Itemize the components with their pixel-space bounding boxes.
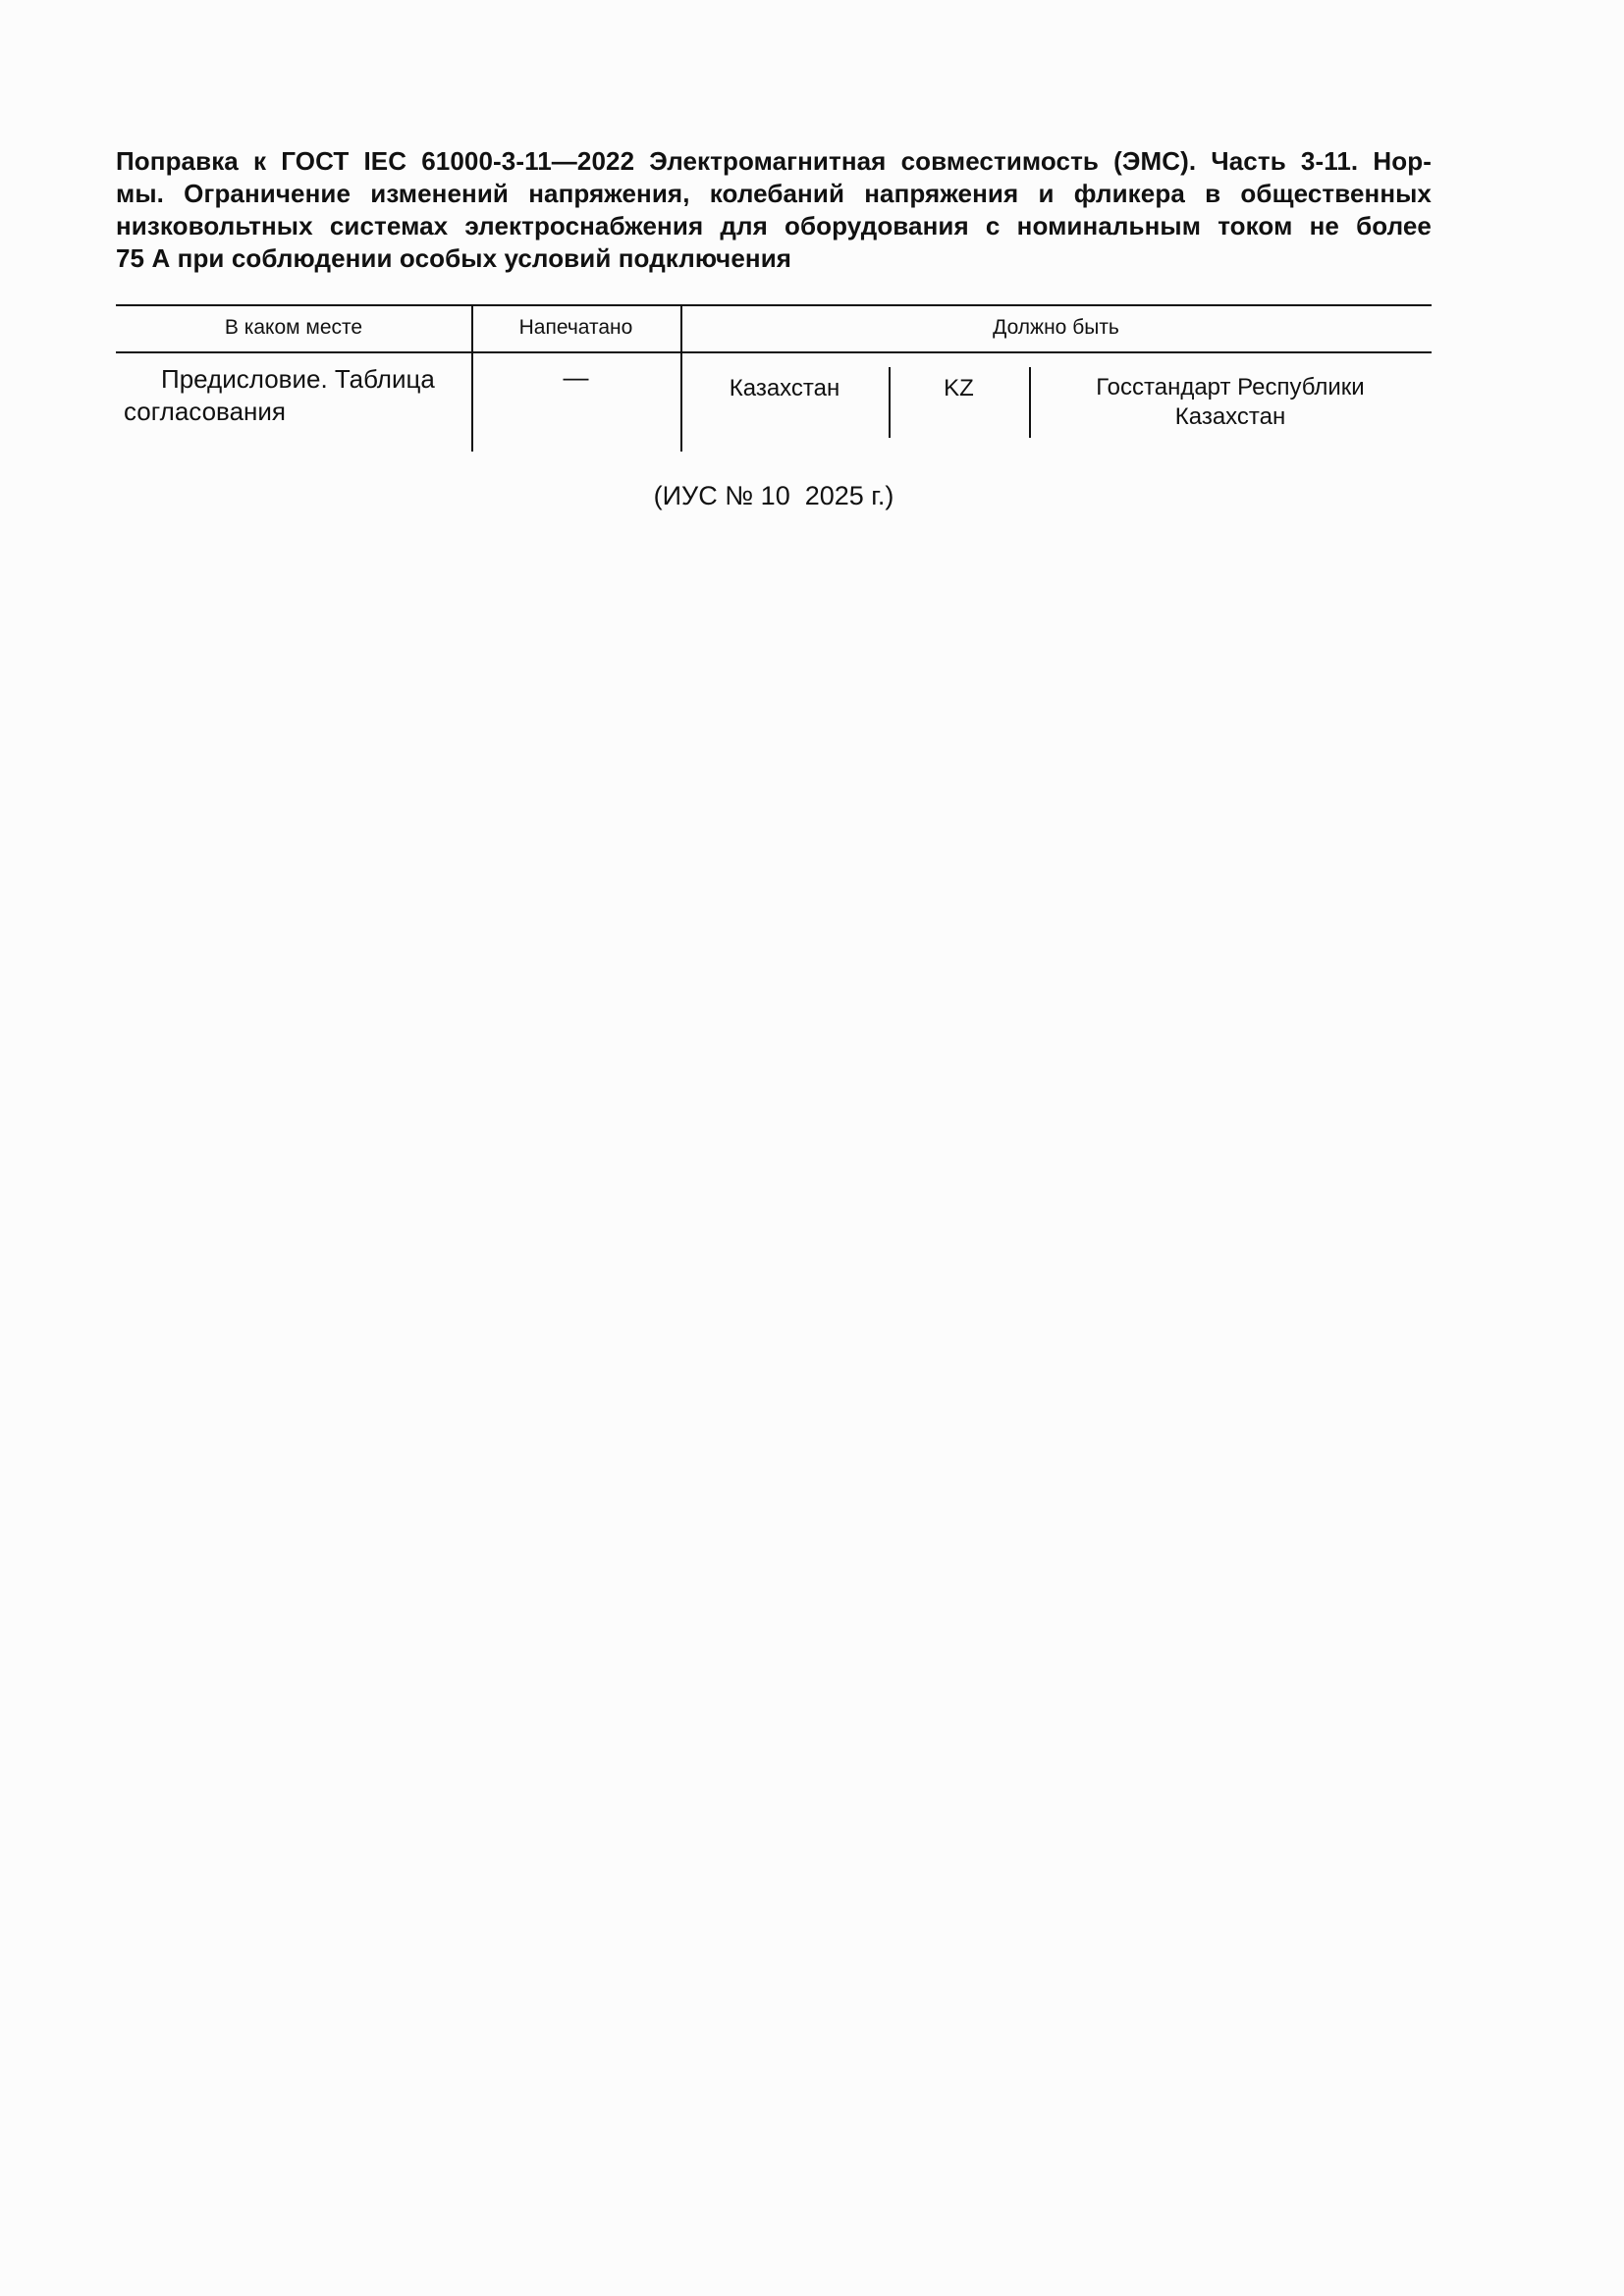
cell-agency-line-2: Казахстан <box>1174 403 1286 430</box>
cell-country: Казахстан <box>729 375 840 401</box>
cell-agency <box>1029 373 1432 432</box>
amendment-table <box>116 304 1432 452</box>
title-line-4: 75 А при соблюдении особых условий подключения <box>116 243 792 273</box>
cell-where <box>124 363 467 428</box>
title-line-2: мы. Ограничение изменений напряжения, колебаний напряжения и фликера в общественных <box>116 179 1432 208</box>
cell-where-line-2: согласования <box>124 397 286 426</box>
cell-code: KZ <box>944 375 974 401</box>
table-header-rule <box>116 351 1432 353</box>
cell-where-line-1: Предисловие. Таблица <box>161 364 435 394</box>
cell-agency-line-1: Госстандарт Республики <box>1096 374 1365 400</box>
cell-printed: — <box>563 362 589 392</box>
header-should-be: Должно быть <box>993 316 1119 339</box>
title-line-3: низковольтных системах электроснабжения для оборудования с номинальным током не более <box>116 211 1432 240</box>
header-where: В каком месте <box>224 316 363 339</box>
publication-reference: (ИУС № 10 2025 г.) <box>653 481 894 510</box>
table-top-rule <box>116 304 1432 306</box>
amendment-title <box>116 145 1432 275</box>
header-printed: Напечатано <box>518 316 633 339</box>
title-line-1: Поправка к ГОСТ IEC 61000-3-11—2022 Электромагнитная совместимость (ЭМС). Часть 3-11. Нор- <box>116 146 1432 176</box>
